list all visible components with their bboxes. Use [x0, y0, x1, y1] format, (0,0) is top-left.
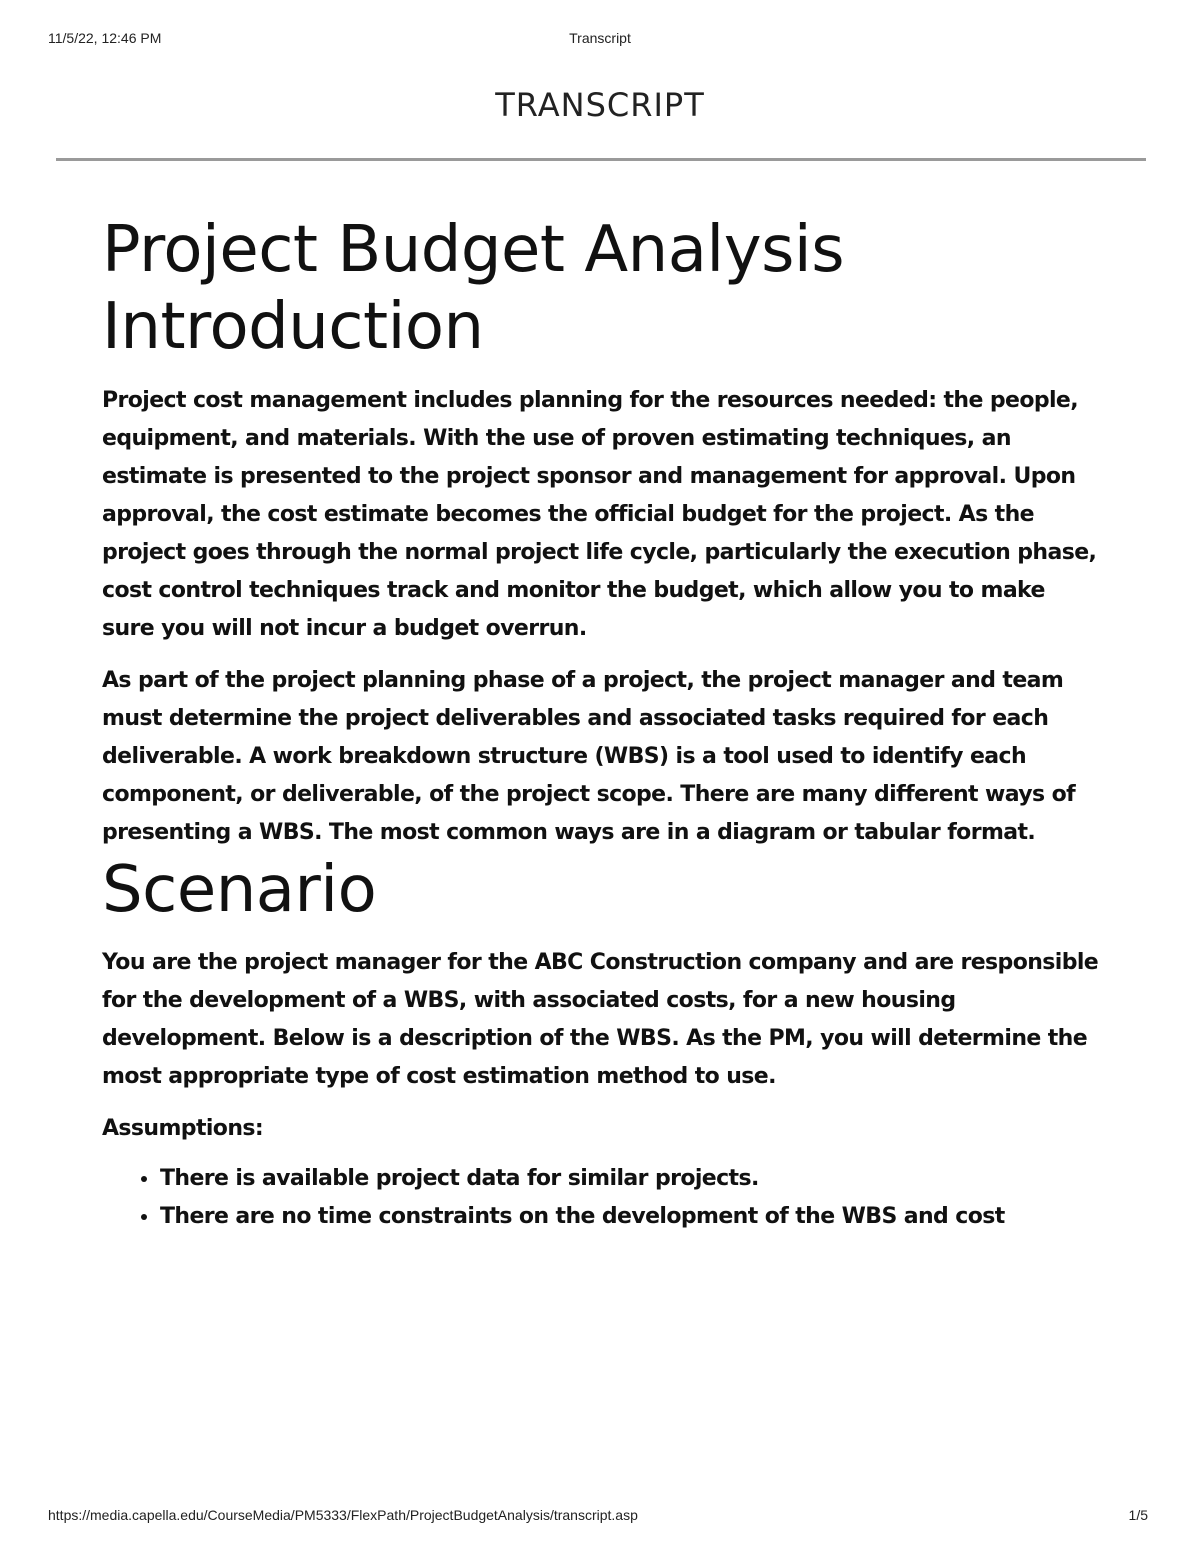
scenario-paragraph: You are the project manager for the ABC Construction company and are responsible for the development of a WBS, with associated costs, for a new housing development. Below is a description of the WBS. As the PM, you will determine the most appropriate type of cost estimation method to use.: [102, 950, 1099, 1090]
scenario-heading: Scenario: [102, 852, 377, 927]
print-header: [48, 30, 1152, 50]
introduction-heading: Introduction: [102, 289, 484, 364]
transcript-content: [102, 212, 1102, 1236]
page-title: Project Budget Analysis: [102, 213, 845, 287]
print-date: 11/5/22, 12:46 PM: [48, 30, 162, 46]
introduction-paragraph-1: Project cost management includes planning for the resources needed: the people, equipment, and materials. With the use of proven estimating techniques, an estimate is presented to the project sponsor and management for approval. Upon approval, the cost estimate becomes the official budget for the project. As the project goes through the normal project life cycle, particularly the execution phase, cost control techniques track and monitor the budget, which allow you to make sure you will not incur a budget overrun.: [102, 387, 1097, 641]
transcript-banner: TRANSCRIPT: [495, 86, 705, 124]
list-item: • There is available project data for similar projects.: [160, 1160, 1102, 1198]
introduction-paragraph-2: As part of the project planning phase of a project, the project manager and team must determine the project deliverables and associated tasks required for each deliverable. A work breakdown structure (WBS) is a tool used to identify each component, or deliverable, of the project scope. There are many different ways of presenting a WBS. The most common ways are in a diagram or tabular format.: [102, 667, 1076, 845]
banner-divider: [56, 158, 1146, 161]
print-footer: [48, 1507, 1148, 1527]
print-document-title: Transcript: [569, 30, 631, 46]
assumptions-label: Assumptions:: [102, 1116, 264, 1142]
assumptions-list: [102, 1160, 1102, 1236]
list-item: • There are no time constraints on the development of the WBS and cost: [160, 1198, 1102, 1236]
page-number: 1/5: [1128, 1507, 1148, 1523]
source-url: https://media.capella.edu/CourseMedia/PM5333/FlexPath/ProjectBudgetAnalysis/transcript.asp: [48, 1507, 638, 1523]
